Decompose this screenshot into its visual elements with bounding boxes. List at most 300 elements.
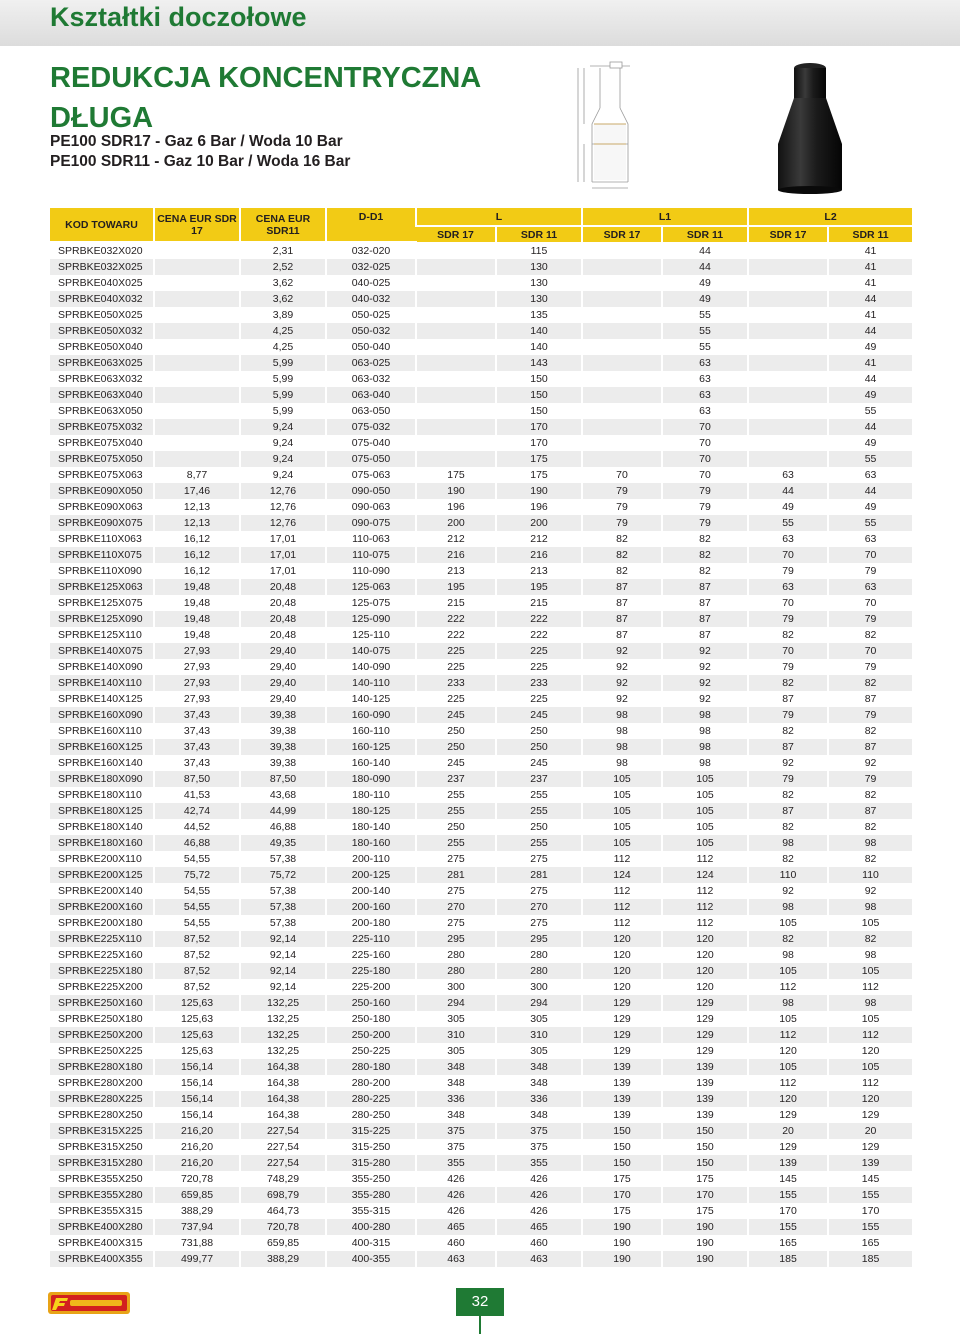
cell-l2-sdr17: 87: [748, 739, 828, 755]
cell-code: SPRBKE050X025: [50, 307, 154, 323]
cell-l-sdr17: 280: [416, 947, 496, 963]
cell-l-sdr17: [416, 339, 496, 355]
table-row: [50, 242, 912, 259]
cell-l2-sdr17: 185: [748, 1251, 828, 1267]
cell-price-sdr11: 5,99: [240, 387, 326, 403]
cell-l1-sdr17: 139: [582, 1091, 662, 1107]
cell-d-d1: 160-140: [326, 755, 416, 771]
cell-l1-sdr11: 87: [662, 579, 748, 595]
cell-l-sdr11: 213: [496, 563, 582, 579]
cell-price-sdr11: 92,14: [240, 963, 326, 979]
cell-l-sdr11: 215: [496, 595, 582, 611]
cell-l2-sdr17: [748, 355, 828, 371]
table-row: [50, 563, 912, 579]
cell-l1-sdr17: 129: [582, 1043, 662, 1059]
cell-l-sdr11: 130: [496, 259, 582, 275]
cell-l2-sdr11: 155: [828, 1219, 912, 1235]
cell-d-d1: 225-200: [326, 979, 416, 995]
table-row: [50, 899, 912, 915]
cell-l2-sdr11: 63: [828, 579, 912, 595]
cell-code: SPRBKE315X225: [50, 1123, 154, 1139]
cell-d-d1: 180-160: [326, 835, 416, 851]
cell-code: SPRBKE050X032: [50, 323, 154, 339]
cell-l2-sdr17: 120: [748, 1043, 828, 1059]
cell-l1-sdr11: 190: [662, 1235, 748, 1251]
cell-l1-sdr17: 139: [582, 1075, 662, 1091]
cell-code: SPRBKE075X050: [50, 451, 154, 467]
cell-l1-sdr11: 70: [662, 451, 748, 467]
cell-code: SPRBKE032X025: [50, 259, 154, 275]
table-row: [50, 419, 912, 435]
cell-l-sdr17: 300: [416, 979, 496, 995]
cell-l2-sdr11: 55: [828, 403, 912, 419]
cell-l1-sdr17: 105: [582, 835, 662, 851]
table-row: [50, 403, 912, 419]
cell-code: SPRBKE280X250: [50, 1107, 154, 1123]
cell-price-sdr11: 92,14: [240, 931, 326, 947]
cell-d-d1: 075-032: [326, 419, 416, 435]
cell-l2-sdr11: 82: [828, 819, 912, 835]
cell-price-sdr17: 27,93: [154, 659, 240, 675]
cell-price-sdr17: 499,77: [154, 1251, 240, 1267]
cell-price-sdr11: 20,48: [240, 627, 326, 643]
cell-l-sdr11: 375: [496, 1139, 582, 1155]
cell-l1-sdr17: 92: [582, 659, 662, 675]
cell-l-sdr17: [416, 355, 496, 371]
cell-price-sdr17: 54,55: [154, 899, 240, 915]
cell-l1-sdr17: 175: [582, 1203, 662, 1219]
cell-l-sdr17: 222: [416, 627, 496, 643]
cell-l2-sdr17: 92: [748, 755, 828, 771]
table-row: [50, 947, 912, 963]
cell-d-d1: 110-075: [326, 547, 416, 563]
cell-l1-sdr17: [582, 435, 662, 451]
cell-price-sdr17: 737,94: [154, 1219, 240, 1235]
cell-price-sdr17: [154, 323, 240, 339]
table-row: [50, 307, 912, 323]
cell-d-d1: 050-032: [326, 323, 416, 339]
cell-price-sdr11: 9,24: [240, 467, 326, 483]
cell-l-sdr11: 150: [496, 387, 582, 403]
cell-d-d1: 355-250: [326, 1171, 416, 1187]
cell-l2-sdr17: [748, 275, 828, 291]
cell-d-d1: 160-125: [326, 739, 416, 755]
cell-l-sdr11: 426: [496, 1171, 582, 1187]
table-row: [50, 787, 912, 803]
table-row: [50, 1139, 912, 1155]
cell-code: SPRBKE040X032: [50, 291, 154, 307]
cell-l1-sdr17: 150: [582, 1139, 662, 1155]
cell-code: SPRBKE225X180: [50, 963, 154, 979]
table-row: [50, 595, 912, 611]
cell-l1-sdr17: 92: [582, 675, 662, 691]
table-row: [50, 675, 912, 691]
cell-l1-sdr11: 92: [662, 675, 748, 691]
cell-l1-sdr17: [582, 451, 662, 467]
cell-price-sdr11: 29,40: [240, 691, 326, 707]
cell-l-sdr11: 336: [496, 1091, 582, 1107]
cell-d-d1: 180-090: [326, 771, 416, 787]
cell-l1-sdr17: 87: [582, 627, 662, 643]
cell-l1-sdr11: 98: [662, 723, 748, 739]
table-row: [50, 387, 912, 403]
cell-price-sdr17: 19,48: [154, 627, 240, 643]
cell-l-sdr17: 465: [416, 1219, 496, 1235]
cell-l-sdr17: 175: [416, 467, 496, 483]
cell-d-d1: 125-063: [326, 579, 416, 595]
header-l: L: [416, 208, 582, 226]
cell-l2-sdr11: 185: [828, 1251, 912, 1267]
cell-l-sdr11: 310: [496, 1027, 582, 1043]
cell-d-d1: 315-280: [326, 1155, 416, 1171]
cell-price-sdr17: 125,63: [154, 1043, 240, 1059]
table-row: [50, 1203, 912, 1219]
cell-price-sdr11: 132,25: [240, 995, 326, 1011]
cell-l-sdr17: [416, 275, 496, 291]
cell-l-sdr17: 355: [416, 1155, 496, 1171]
cell-price-sdr17: 37,43: [154, 739, 240, 755]
cell-code: SPRBKE140X090: [50, 659, 154, 675]
cell-l-sdr11: 275: [496, 851, 582, 867]
cell-price-sdr11: 9,24: [240, 419, 326, 435]
cell-price-sdr17: 54,55: [154, 915, 240, 931]
cell-l2-sdr11: 44: [828, 323, 912, 339]
cell-price-sdr17: 37,43: [154, 755, 240, 771]
cell-l1-sdr17: 87: [582, 595, 662, 611]
cell-l-sdr11: 465: [496, 1219, 582, 1235]
product-table-wrap: [50, 208, 892, 1267]
header-l1: L1: [582, 208, 748, 226]
cell-l-sdr17: 213: [416, 563, 496, 579]
table-row: [50, 851, 912, 867]
cell-code: SPRBKE400X355: [50, 1251, 154, 1267]
cell-l-sdr11: 375: [496, 1123, 582, 1139]
cell-l2-sdr11: 79: [828, 659, 912, 675]
cell-d-d1: 400-280: [326, 1219, 416, 1235]
cell-l2-sdr17: 110: [748, 867, 828, 883]
header-price-sdr17: CENA EUR SDR 17: [154, 208, 240, 242]
cell-code: SPRBKE315X250: [50, 1139, 154, 1155]
cell-l1-sdr11: 129: [662, 1043, 748, 1059]
cell-l1-sdr11: 79: [662, 483, 748, 499]
table-row: [50, 611, 912, 627]
cell-l1-sdr11: 139: [662, 1059, 748, 1075]
cell-l2-sdr11: 87: [828, 739, 912, 755]
cell-price-sdr17: 19,48: [154, 595, 240, 611]
cell-code: SPRBKE225X110: [50, 931, 154, 947]
cell-price-sdr17: [154, 242, 240, 259]
cell-code: SPRBKE200X125: [50, 867, 154, 883]
cell-l-sdr11: 150: [496, 371, 582, 387]
cell-l-sdr11: 140: [496, 323, 582, 339]
cell-l-sdr11: 135: [496, 307, 582, 323]
cell-price-sdr17: 87,52: [154, 963, 240, 979]
cell-l2-sdr17: [748, 339, 828, 355]
cell-price-sdr17: 75,72: [154, 867, 240, 883]
cell-d-d1: 400-355: [326, 1251, 416, 1267]
table-row: [50, 1011, 912, 1027]
cell-l2-sdr11: 112: [828, 979, 912, 995]
cell-l-sdr11: 255: [496, 835, 582, 851]
table-row: [50, 1219, 912, 1235]
cell-l2-sdr17: 82: [748, 723, 828, 739]
cell-price-sdr17: 16,12: [154, 531, 240, 547]
cell-code: SPRBKE250X200: [50, 1027, 154, 1043]
cell-d-d1: 075-040: [326, 435, 416, 451]
cell-l1-sdr11: 170: [662, 1187, 748, 1203]
cell-l1-sdr17: 98: [582, 755, 662, 771]
cell-l-sdr17: 348: [416, 1059, 496, 1075]
cell-price-sdr17: 388,29: [154, 1203, 240, 1219]
table-row: [50, 1171, 912, 1187]
cell-code: SPRBKE075X063: [50, 467, 154, 483]
cell-l2-sdr11: 70: [828, 547, 912, 563]
fusion-logo: [48, 1290, 130, 1316]
cell-l1-sdr11: 63: [662, 371, 748, 387]
cell-price-sdr17: 41,53: [154, 787, 240, 803]
cell-price-sdr11: 43,68: [240, 787, 326, 803]
table-row: [50, 723, 912, 739]
cell-l2-sdr11: 20: [828, 1123, 912, 1139]
cell-l1-sdr11: 129: [662, 995, 748, 1011]
cell-price-sdr11: 2,52: [240, 259, 326, 275]
cell-d-d1: 160-090: [326, 707, 416, 723]
cell-l-sdr17: 426: [416, 1203, 496, 1219]
cell-l2-sdr11: 110: [828, 867, 912, 883]
cell-l-sdr17: 225: [416, 643, 496, 659]
cell-l-sdr17: 275: [416, 883, 496, 899]
cell-code: SPRBKE160X090: [50, 707, 154, 723]
cell-l1-sdr17: 87: [582, 611, 662, 627]
cell-d-d1: 250-225: [326, 1043, 416, 1059]
cell-l1-sdr11: 79: [662, 499, 748, 515]
cell-l2-sdr17: 63: [748, 531, 828, 547]
cell-price-sdr11: 2,31: [240, 242, 326, 259]
cell-l-sdr11: 216: [496, 547, 582, 563]
cell-d-d1: 225-110: [326, 931, 416, 947]
cell-l1-sdr11: 190: [662, 1251, 748, 1267]
table-row: [50, 355, 912, 371]
cell-l1-sdr17: [582, 419, 662, 435]
cell-l2-sdr17: 70: [748, 595, 828, 611]
cell-l1-sdr17: 79: [582, 515, 662, 531]
cell-l1-sdr11: 105: [662, 787, 748, 803]
cell-price-sdr17: 12,13: [154, 515, 240, 531]
cell-l1-sdr11: 120: [662, 963, 748, 979]
cell-d-d1: 180-140: [326, 819, 416, 835]
cell-l-sdr17: 222: [416, 611, 496, 627]
cell-price-sdr17: 54,55: [154, 851, 240, 867]
cell-l2-sdr11: 41: [828, 355, 912, 371]
cell-l2-sdr17: 63: [748, 579, 828, 595]
cell-l2-sdr11: 98: [828, 835, 912, 851]
cell-l2-sdr17: 79: [748, 659, 828, 675]
cell-l-sdr17: 225: [416, 691, 496, 707]
cell-l2-sdr17: 155: [748, 1219, 828, 1235]
cell-l-sdr17: [416, 242, 496, 259]
cell-d-d1: 180-125: [326, 803, 416, 819]
cell-l-sdr11: 426: [496, 1203, 582, 1219]
cell-price-sdr17: 46,88: [154, 835, 240, 851]
cell-d-d1: 250-180: [326, 1011, 416, 1027]
cell-l-sdr11: 140: [496, 339, 582, 355]
cell-l2-sdr11: 87: [828, 691, 912, 707]
cell-l2-sdr17: [748, 387, 828, 403]
cell-d-d1: 090-075: [326, 515, 416, 531]
cell-l2-sdr17: [748, 371, 828, 387]
cell-l-sdr17: 245: [416, 707, 496, 723]
cell-price-sdr11: 57,38: [240, 851, 326, 867]
cell-code: SPRBKE032X020: [50, 242, 154, 259]
cell-l2-sdr11: 70: [828, 643, 912, 659]
cell-d-d1: 032-025: [326, 259, 416, 275]
cell-l-sdr11: 348: [496, 1075, 582, 1091]
cell-l2-sdr17: 20: [748, 1123, 828, 1139]
cell-l1-sdr17: 82: [582, 547, 662, 563]
cell-l1-sdr17: [582, 387, 662, 403]
cell-code: SPRBKE355X315: [50, 1203, 154, 1219]
table-row: [50, 579, 912, 595]
cell-d-d1: 250-200: [326, 1027, 416, 1043]
cell-d-d1: 040-025: [326, 275, 416, 291]
cell-price-sdr11: 132,25: [240, 1043, 326, 1059]
cell-price-sdr11: 46,88: [240, 819, 326, 835]
product-title: REDUKCJA KONCENTRYCZNA DŁUGA: [50, 62, 481, 134]
cell-l2-sdr11: 44: [828, 483, 912, 499]
cell-price-sdr11: 12,76: [240, 515, 326, 531]
cell-l1-sdr17: 92: [582, 691, 662, 707]
cell-l2-sdr11: 44: [828, 419, 912, 435]
cell-l2-sdr11: 79: [828, 707, 912, 723]
table-row: [50, 627, 912, 643]
cell-l1-sdr17: 120: [582, 963, 662, 979]
table-row: [50, 531, 912, 547]
cell-l-sdr11: 294: [496, 995, 582, 1011]
cell-l2-sdr17: 87: [748, 691, 828, 707]
table-row: [50, 915, 912, 931]
cell-code: SPRBKE140X125: [50, 691, 154, 707]
cell-price-sdr17: 19,48: [154, 611, 240, 627]
header-l-sdr17: SDR 17: [416, 226, 496, 242]
cell-d-d1: 125-075: [326, 595, 416, 611]
cell-d-d1: 400-315: [326, 1235, 416, 1251]
cell-l1-sdr17: 190: [582, 1251, 662, 1267]
cell-d-d1: 050-040: [326, 339, 416, 355]
cell-l-sdr17: 255: [416, 835, 496, 851]
table-row: [50, 707, 912, 723]
table-row: [50, 291, 912, 307]
cell-d-d1: 280-180: [326, 1059, 416, 1075]
cell-l-sdr11: 280: [496, 947, 582, 963]
cell-code: SPRBKE075X040: [50, 435, 154, 451]
cell-l2-sdr11: 41: [828, 307, 912, 323]
cell-price-sdr17: 44,52: [154, 819, 240, 835]
cell-l1-sdr11: 129: [662, 1027, 748, 1043]
cell-l1-sdr11: 44: [662, 242, 748, 259]
cell-l2-sdr11: 41: [828, 259, 912, 275]
cell-l-sdr11: 225: [496, 659, 582, 675]
cell-l1-sdr17: 98: [582, 707, 662, 723]
cell-l2-sdr11: 105: [828, 1059, 912, 1075]
cell-l2-sdr17: [748, 323, 828, 339]
cell-d-d1: 200-160: [326, 899, 416, 915]
cell-l-sdr17: 190: [416, 483, 496, 499]
table-row: [50, 883, 912, 899]
cell-code: SPRBKE280X200: [50, 1075, 154, 1091]
cell-code: SPRBKE090X075: [50, 515, 154, 531]
cell-price-sdr17: 12,13: [154, 499, 240, 515]
table-row: [50, 835, 912, 851]
cell-price-sdr17: [154, 339, 240, 355]
cell-l-sdr17: 245: [416, 755, 496, 771]
cell-d-d1: 063-025: [326, 355, 416, 371]
cell-price-sdr11: 57,38: [240, 899, 326, 915]
cell-l1-sdr11: 70: [662, 435, 748, 451]
cell-price-sdr17: 87,52: [154, 931, 240, 947]
cell-l2-sdr17: 82: [748, 851, 828, 867]
table-row: [50, 995, 912, 1011]
cell-l1-sdr17: 105: [582, 787, 662, 803]
cell-d-d1: 140-075: [326, 643, 416, 659]
cell-l1-sdr11: 150: [662, 1123, 748, 1139]
cell-price-sdr11: 29,40: [240, 675, 326, 691]
cell-l1-sdr17: 150: [582, 1155, 662, 1171]
cell-d-d1: 090-050: [326, 483, 416, 499]
cell-l2-sdr11: 41: [828, 275, 912, 291]
table-row: [50, 771, 912, 787]
cell-l1-sdr17: 170: [582, 1187, 662, 1203]
cell-d-d1: 075-063: [326, 467, 416, 483]
cell-price-sdr17: [154, 451, 240, 467]
cell-code: SPRBKE315X280: [50, 1155, 154, 1171]
cell-l-sdr11: 426: [496, 1187, 582, 1203]
cell-code: SPRBKE200X160: [50, 899, 154, 915]
table-row: [50, 659, 912, 675]
cell-l1-sdr11: 190: [662, 1219, 748, 1235]
cell-d-d1: 063-032: [326, 371, 416, 387]
cell-price-sdr17: [154, 355, 240, 371]
cell-code: SPRBKE200X180: [50, 915, 154, 931]
cell-price-sdr11: 3,89: [240, 307, 326, 323]
cell-l1-sdr11: 105: [662, 835, 748, 851]
cell-l-sdr11: 280: [496, 963, 582, 979]
cell-d-d1: 200-125: [326, 867, 416, 883]
cell-l2-sdr17: 92: [748, 883, 828, 899]
cell-l2-sdr11: 87: [828, 803, 912, 819]
cell-l-sdr17: 250: [416, 723, 496, 739]
cell-l-sdr17: 305: [416, 1043, 496, 1059]
cell-l2-sdr11: 120: [828, 1043, 912, 1059]
cell-code: SPRBKE225X160: [50, 947, 154, 963]
cell-price-sdr11: 388,29: [240, 1251, 326, 1267]
cell-l1-sdr17: 129: [582, 995, 662, 1011]
cell-code: SPRBKE250X225: [50, 1043, 154, 1059]
cell-l2-sdr11: 49: [828, 339, 912, 355]
cell-l2-sdr17: 55: [748, 515, 828, 531]
cell-price-sdr11: 57,38: [240, 883, 326, 899]
cell-price-sdr11: 5,99: [240, 403, 326, 419]
cell-l2-sdr17: [748, 242, 828, 259]
table-row: [50, 803, 912, 819]
cell-d-d1: 075-050: [326, 451, 416, 467]
cell-price-sdr11: 12,76: [240, 499, 326, 515]
cell-l1-sdr11: 55: [662, 339, 748, 355]
cell-price-sdr17: [154, 259, 240, 275]
cell-l2-sdr11: 98: [828, 995, 912, 1011]
cell-d-d1: 200-140: [326, 883, 416, 899]
cell-l1-sdr17: 79: [582, 499, 662, 515]
cell-d-d1: 110-090: [326, 563, 416, 579]
